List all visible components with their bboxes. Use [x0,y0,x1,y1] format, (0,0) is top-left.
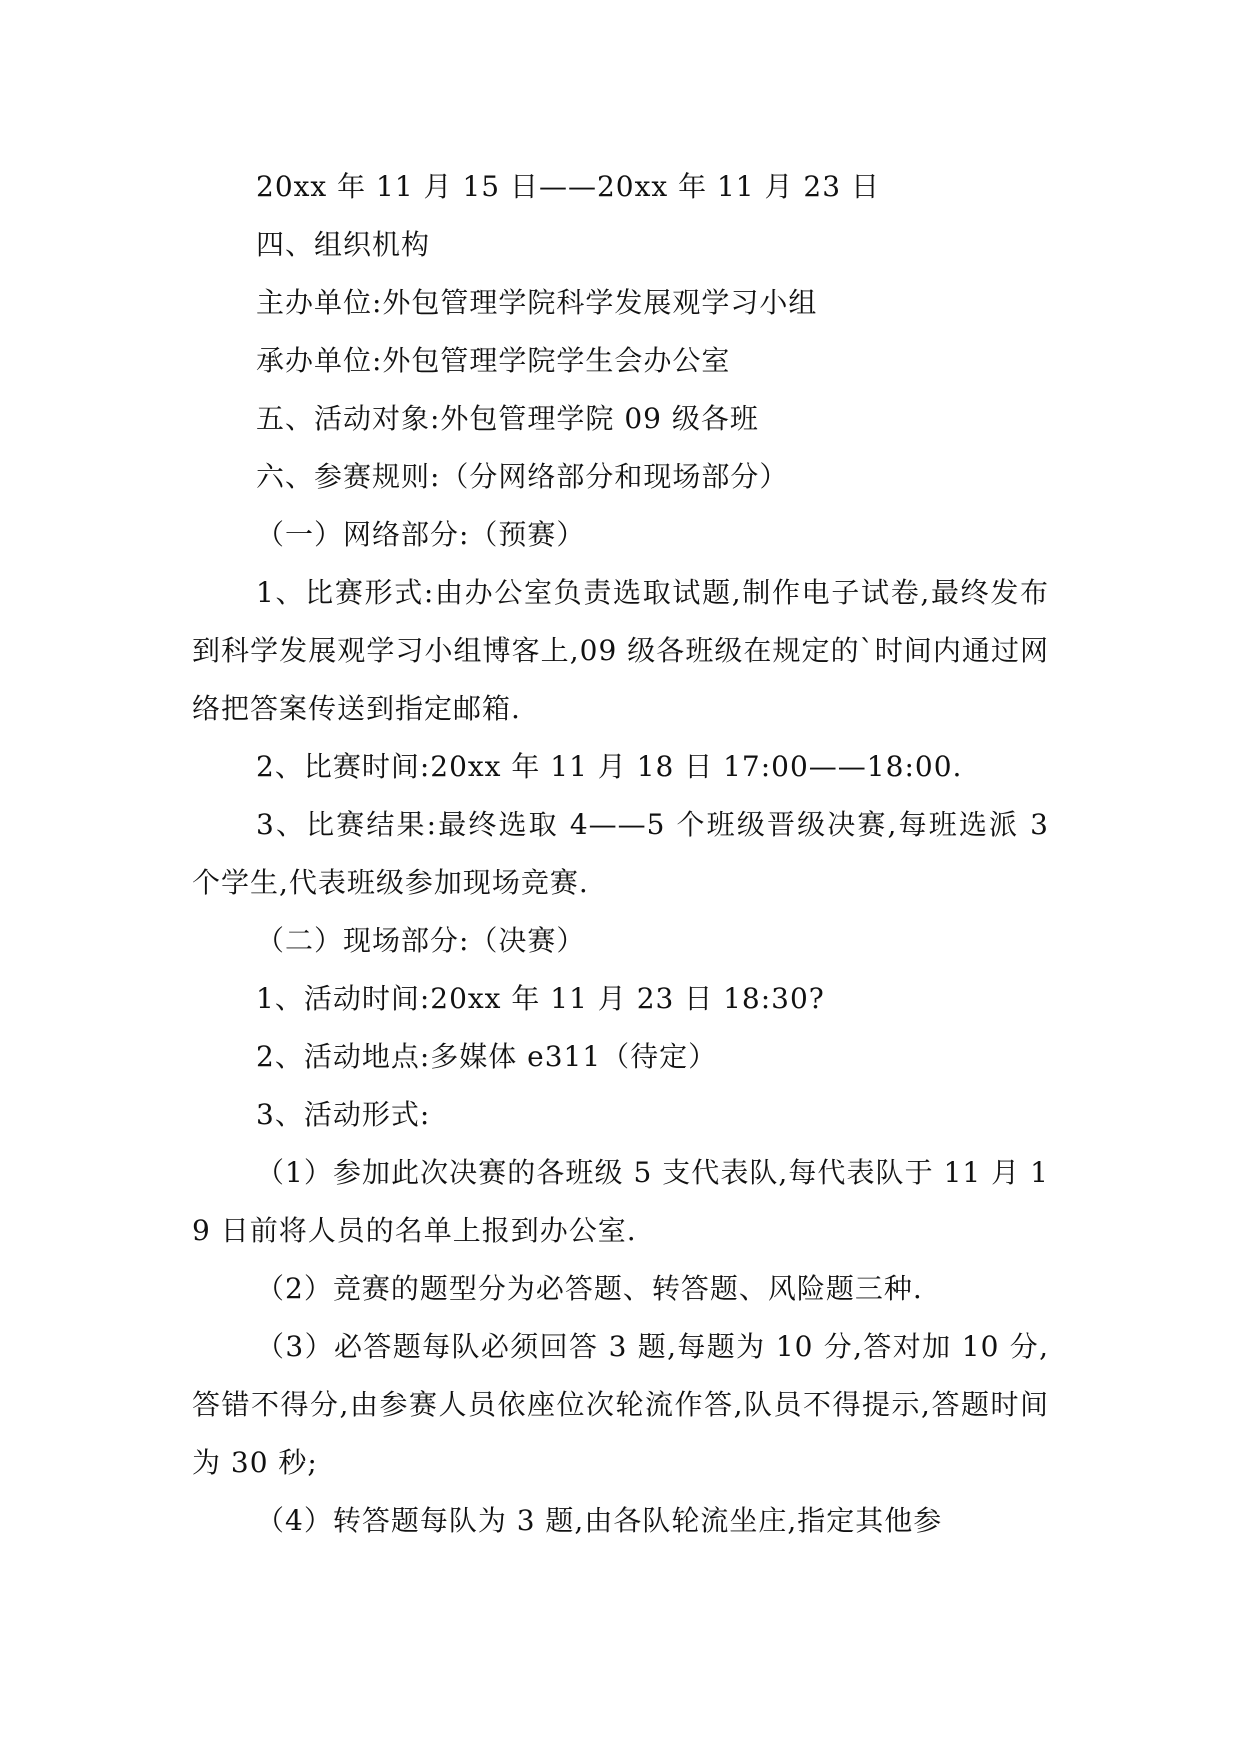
paragraph-organizer: 承办单位:外包管理学院学生会办公室 [256,344,731,377]
paragraph-onsite-location: 2、活动地点:多媒体 e311（待定） [256,1040,718,1073]
heading-participants: 五、活动对象:外包管理学院 09 级各班 [256,402,759,435]
paragraph-rule-3: （3）必答题每队必须回答 3 题,每题为 10 分,答对加 10 分,答错不得分,由参赛人员依座位次轮流作答,队员不得提示,答题时间为 30 秒; [192,1330,1049,1479]
paragraph-rule-2: （2）竞赛的题型分为必答题、转答题、风险题三种. [256,1272,923,1305]
paragraph-online-format: 1、比赛形式:由办公室负责选取试题,制作电子试卷,最终发布到科学发展观学习小组博客上,09 级各班级在规定的`时间内通过网络把答案传送到指定邮箱. [192,576,1049,725]
paragraph-host: 主办单位:外包管理学院科学发展观学习小组 [256,286,818,319]
heading-rules: 六、参赛规则:（分网络部分和现场部分） [256,460,789,493]
paragraph-rule-1: （1）参加此次决赛的各班级 5 支代表队,每代表队于 11 月 19 日前将人员的名单上报到办公室. [192,1156,1049,1247]
paragraph-onsite-time: 1、活动时间:20xx 年 11 月 23 日 18:30? [256,982,825,1015]
subheading-onsite-part: （二）现场部分:（决赛） [256,924,586,957]
paragraph-online-result: 3、比赛结果:最终选取 4——5 个班级晋级决赛,每班选派 3 个学生,代表班级参加现场竞赛. [192,808,1049,899]
paragraph-online-time: 2、比赛时间:20xx 年 11 月 18 日 17:00——18:00. [256,750,963,783]
heading-organization: 四、组织机构 [256,228,431,261]
paragraph-date-range: 20xx 年 11 月 15 日——20xx 年 11 月 23 日 [256,170,880,203]
subheading-online-part: （一）网络部分:（预赛） [256,518,586,551]
document-body [192,158,1049,1550]
paragraph-onsite-format: 3、活动形式: [256,1098,431,1131]
paragraph-rule-4: （4）转答题每队为 3 题,由各队轮流坐庄,指定其他参 [256,1504,943,1537]
